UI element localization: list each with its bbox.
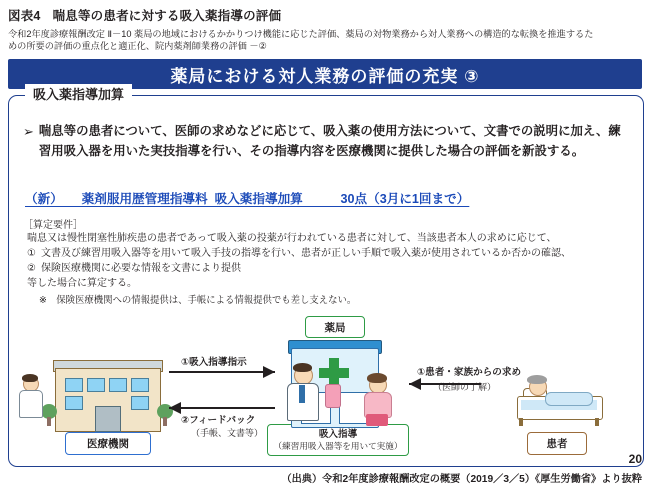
section-banner-title: 薬局における対人業務の評価の充実 ③ bbox=[170, 66, 480, 86]
bullet-arrow-icon: ➢ bbox=[23, 124, 34, 139]
pharmacist-hair bbox=[293, 363, 312, 372]
clinic-window bbox=[131, 396, 149, 410]
requirement-line-0: 喘息又は慢性閉塞性肺疾患の患者であって吸入薬の投薬が行われている患者に対して、当該患者本人の求めに応じて、 bbox=[27, 233, 557, 244]
subcaption-line-1: 令和2年度診療報酬改定 Ⅱ－10 薬局の地域におけるかかりつけ機能に応じた評価、薬局の対物業務から対人業務への構造的な転換を推進するた bbox=[8, 29, 594, 39]
requirement-marker-1: ① bbox=[27, 248, 36, 259]
box-title: 吸入薬指導加算 bbox=[25, 84, 132, 103]
tree-icon bbox=[157, 404, 173, 426]
subcaption-line-2: めの所要の評価の重点化と適正化、院内薬剤師業務の評価 －② bbox=[8, 41, 267, 52]
requirements-note: ※ 保険医療機関への情報提供は、手帳による情報提供でも差し支えない。 bbox=[39, 294, 357, 305]
requirement-item-1 bbox=[27, 246, 627, 261]
source-note: （出典）令和2年度診療報酬改定の概要（2019／3／5）《厚生労働省》より抜粋 bbox=[281, 474, 642, 485]
arrow-caption-patient-request: ①患者・家族からの求め bbox=[417, 367, 522, 378]
doctor-hair bbox=[22, 374, 38, 382]
requirement-line-3: 等した場合に算定する。 bbox=[27, 278, 137, 289]
bed-leg bbox=[595, 418, 599, 426]
bullet-text: 喘息等の患者について、医師の求めなどに応じて、吸入薬の使用方法について、文書での説明に加え、練習用吸入器を用いた実技指導を行い、その指導内容を医療機関に提供した場合の評価を新設する。 bbox=[38, 124, 621, 158]
arrow-caption-inhalation-instruction: ①吸入指導指示 bbox=[181, 357, 247, 368]
requirement-item-2 bbox=[27, 261, 627, 276]
arrow-caption-feedback-sub: （手帳、文書等） bbox=[191, 428, 264, 438]
figure-title: 喘息等の患者に対する吸入薬指導の評価 bbox=[52, 9, 282, 23]
clinic-window bbox=[65, 396, 83, 410]
label-pharmacy: 薬局 bbox=[305, 316, 365, 338]
illustration-area bbox=[9, 314, 643, 464]
figure-number: 図表4 bbox=[8, 9, 41, 23]
requirement-line-1: 文書及び練習用吸入器等を用いて吸入手技の指導を行い、患者が正しい手順で吸入薬が使用されているか否かの確認、 bbox=[41, 248, 571, 259]
arrow-caption-doctor-consent: （医師の了解） bbox=[433, 382, 497, 392]
bullet-paragraph bbox=[23, 122, 627, 161]
pharmacist-illustration bbox=[285, 366, 319, 426]
clinic-door bbox=[95, 406, 121, 432]
patient-blanket bbox=[545, 392, 593, 406]
child-skirt bbox=[366, 414, 388, 426]
doctor-coat bbox=[19, 390, 43, 418]
label-inhalation-line2: （練習用吸入器等を用いて実施） bbox=[273, 440, 403, 451]
new-fee-line: （新） 薬剤服用歴管理指導料 吸入薬指導加算 30点（3月に1回まで） bbox=[25, 192, 470, 206]
requirements-heading: ［算定要件］ bbox=[23, 220, 83, 231]
label-inhalation-guidance bbox=[267, 424, 409, 456]
child-hair bbox=[367, 373, 387, 383]
requirement-line-2: 保険医療機関に必要な情報を文書により提供 bbox=[41, 263, 241, 274]
clinic-window bbox=[131, 378, 149, 392]
green-cross-icon bbox=[319, 368, 349, 378]
patient-hair bbox=[527, 375, 547, 384]
clinic-window bbox=[87, 378, 105, 392]
doctor-illustration bbox=[17, 376, 43, 420]
requirements-body bbox=[27, 231, 627, 291]
pharmacist-tie bbox=[299, 385, 305, 403]
patient-bed-illustration bbox=[517, 370, 601, 426]
label-inhalation-line1: 吸入指導 bbox=[318, 428, 358, 440]
main-content-box bbox=[8, 87, 644, 467]
clinic-window bbox=[109, 378, 127, 392]
bed-leg bbox=[519, 418, 523, 426]
figure-subcaption bbox=[8, 28, 642, 53]
arrow-caption-feedback: ②フィードバック bbox=[181, 415, 256, 426]
child-illustration bbox=[361, 376, 395, 428]
label-clinic: 医療機関 bbox=[65, 432, 151, 455]
requirement-marker-2: ② bbox=[27, 263, 36, 274]
label-patient: 患者 bbox=[527, 432, 587, 455]
page-number: 20 bbox=[628, 452, 642, 466]
inhaler-icon bbox=[325, 384, 341, 408]
clinic-window bbox=[65, 378, 83, 392]
tree-icon bbox=[41, 404, 57, 426]
figure-heading bbox=[8, 6, 281, 24]
clinic-building-illustration bbox=[55, 358, 159, 430]
